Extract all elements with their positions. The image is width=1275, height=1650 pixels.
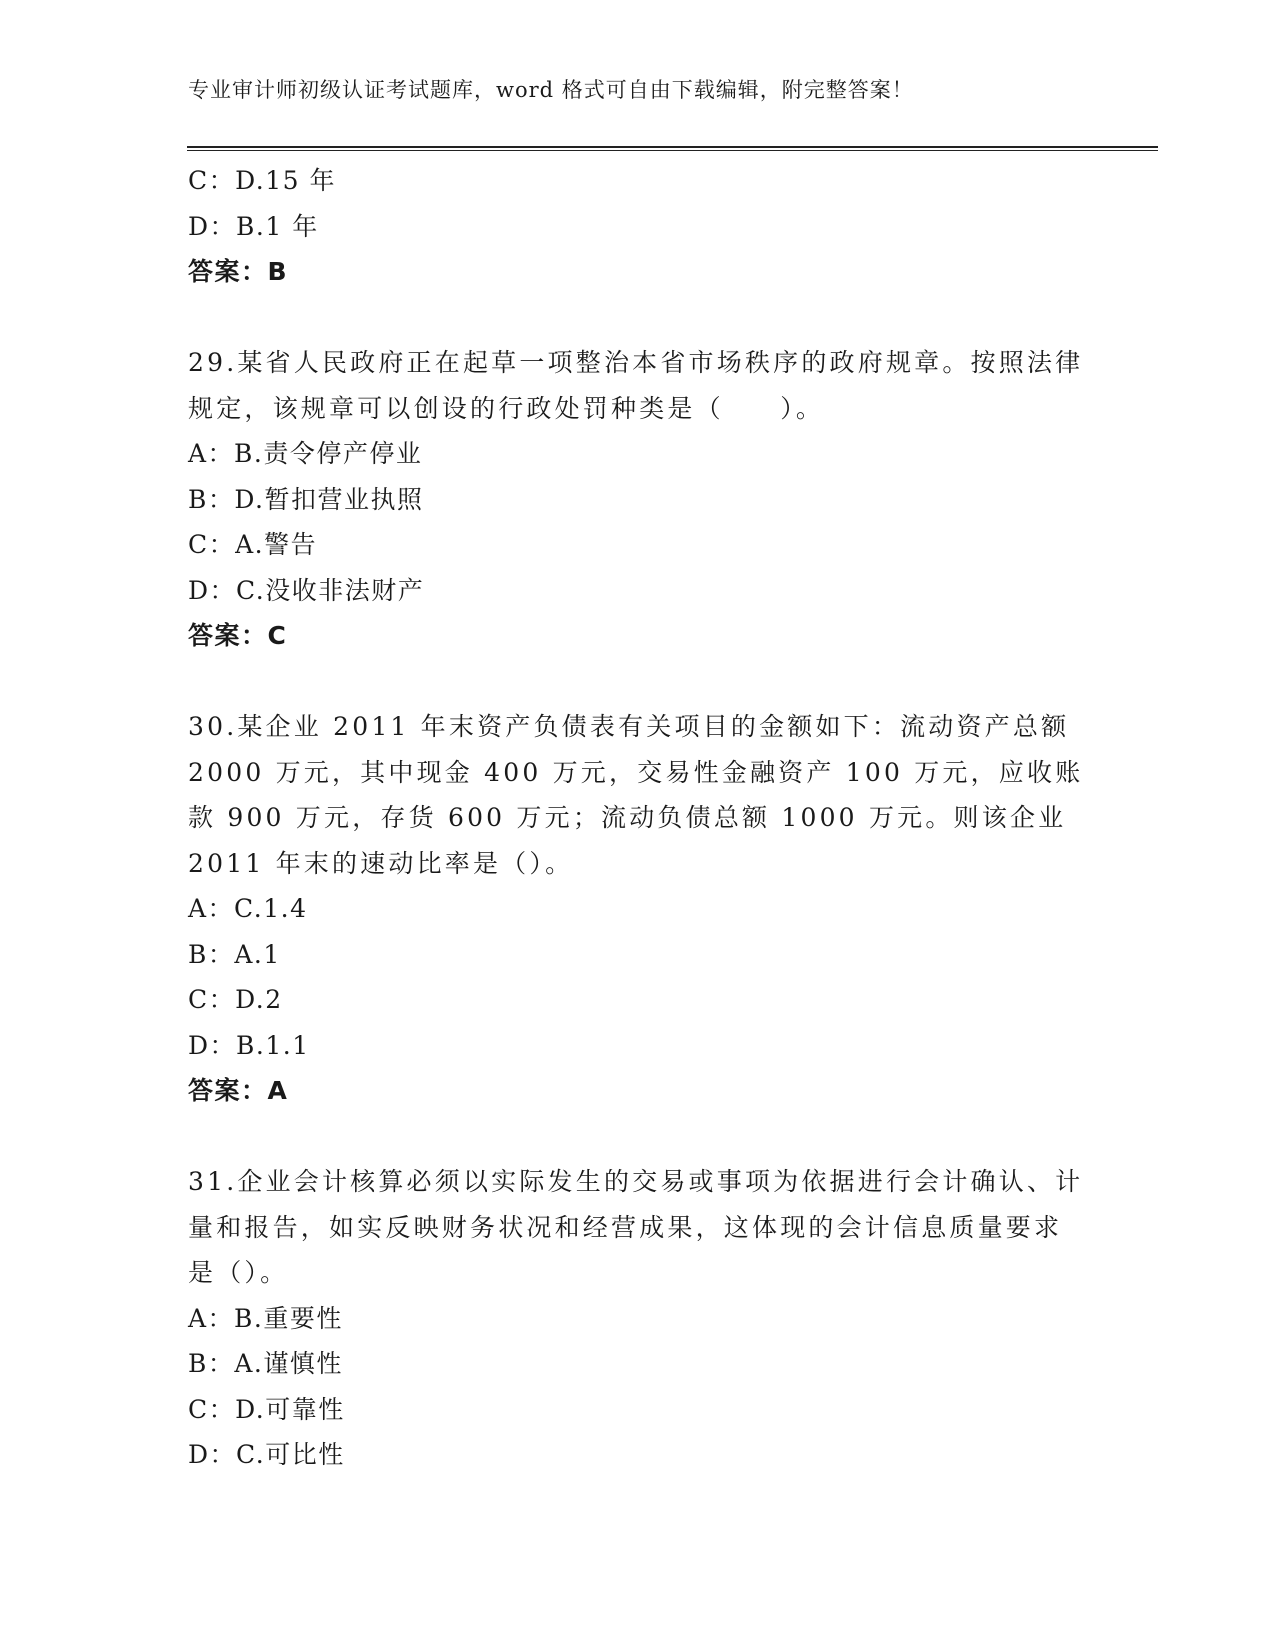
option-a: A：B.责令停产停业 xyxy=(188,439,423,468)
option-a: A：B.重要性 xyxy=(188,1303,343,1333)
header-divider xyxy=(187,146,1158,151)
answer-line: 答案：A xyxy=(188,1076,289,1105)
page-header: 专业审计师初级认证考试题库，word 格式可自由下载编辑，附完整答案！ xyxy=(188,78,914,102)
option-a: A：C.1.4 xyxy=(188,894,308,923)
option-d: D：B.1 年 xyxy=(188,211,319,241)
option-d: D：C.可比性 xyxy=(188,1440,345,1469)
option-c: C：D.15 年 xyxy=(188,166,336,195)
document-body xyxy=(188,158,1088,1478)
option-c: C：D.可靠性 xyxy=(188,1394,345,1424)
answer-line: 答案：B xyxy=(188,257,289,286)
spacer xyxy=(188,1114,1088,1160)
option-d: D：B.1.1 xyxy=(188,1030,310,1060)
question-stem: 29.某省人民政府正在起草一项整治本省市场秩序的政府规章。按照法律规定，该规章可以创设的行政处罚种类是（ ）。 xyxy=(188,348,1084,423)
option-b: B：A.1 xyxy=(188,939,281,969)
option-b: B：A.谨慎性 xyxy=(188,1349,343,1378)
spacer xyxy=(188,659,1088,705)
question-stem: 31.企业会计核算必须以实际发生的交易或事项为依据进行会计确认、计量和报告，如实反映财务状况和经营成果，这体现的会计信息质量要求是（）。 xyxy=(188,1167,1084,1287)
answer-line: 答案：C xyxy=(188,621,288,650)
question-block-31 xyxy=(188,1159,1088,1478)
option-c: C：A.警告 xyxy=(188,530,318,559)
option-d: D：C.没收非法财产 xyxy=(188,575,425,605)
option-c: C：D.2 xyxy=(188,985,283,1014)
spacer xyxy=(188,295,1088,341)
question-block-29 xyxy=(188,340,1088,659)
question-block-28 xyxy=(188,158,1088,295)
option-b: B：D.暂扣营业执照 xyxy=(188,484,424,514)
question-stem: 30.某企业 2011 年末资产负债表有关项目的金额如下：流动资产总额 2000 万元，其中现金 400 万元，交易性金融资产 100 万元，应收账款 900 万元，存货 600 万元；流动负债总额 1000 万元。则该企业 2011 年末的速动比率是（）。 xyxy=(188,712,1084,878)
question-block-30 xyxy=(188,704,1088,1114)
